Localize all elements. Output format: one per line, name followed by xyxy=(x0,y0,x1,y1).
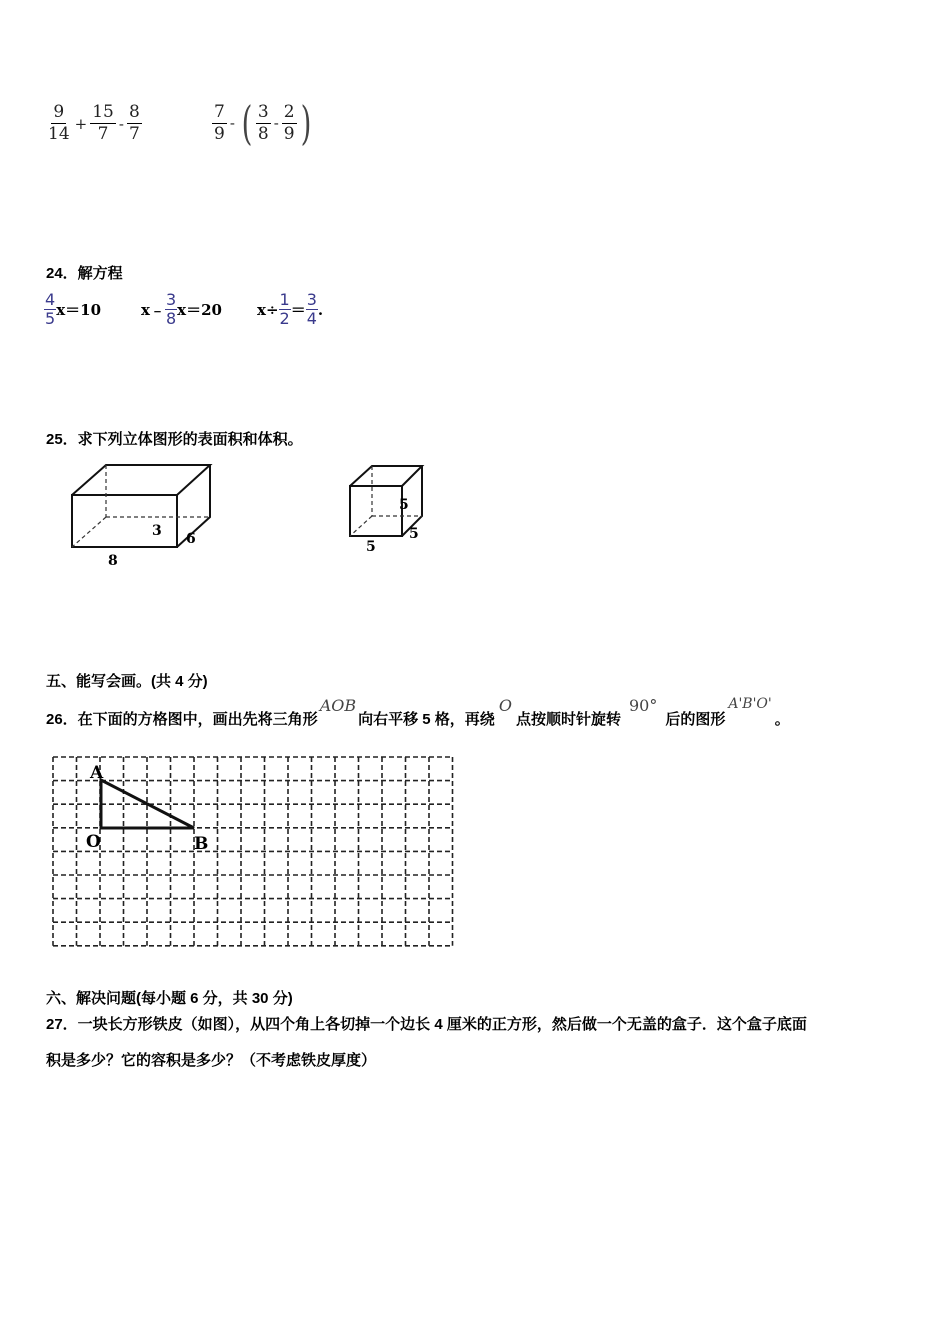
question-25-title: 25．求下列立体图形的表面积和体积。 xyxy=(46,431,303,448)
equation-2: x﹣ $\frac{3}{8}$ x＝20 xyxy=(141,290,222,328)
point-b-label: B xyxy=(194,834,209,854)
math-a-prime-b-prime-o-prime: A'B'O' xyxy=(728,696,772,712)
section-6-title: 六、解决问题(每小题 6 分，共 30 分) xyxy=(46,990,293,1007)
cube-front-face xyxy=(350,486,402,536)
cuboid-height-label: 3 xyxy=(152,523,162,539)
fraction: $\frac{3}{8}$ xyxy=(257,101,269,144)
cube-length-label: 5 xyxy=(366,539,376,555)
cuboid-figure xyxy=(60,455,220,570)
fraction: $\frac{7}{9}$ xyxy=(214,101,225,144)
math-90-degrees: 90° xyxy=(628,696,658,715)
fraction: $\frac{15}{7}$ xyxy=(92,102,114,144)
point-o-label: O xyxy=(86,832,101,852)
fraction: $\frac{4}{5}$ xyxy=(45,290,56,328)
question-27-line-1: 27．一块长方形铁皮（如图），从四个角上各切掉一个边长 4 厘米的正方形，然后做一个无盖的盒子．这个盒子底面 xyxy=(46,1016,807,1033)
operator: + xyxy=(74,114,88,133)
equation-1: $\frac{4}{5}$ x＝10 xyxy=(45,290,102,328)
operator: - xyxy=(118,114,124,133)
section-5-title: 五、能写会画。(共 4 分) xyxy=(46,673,208,690)
equation-3: x÷ $\frac{1}{2}$ ＝ $\frac{3}{4}$ . xyxy=(257,290,324,328)
fraction: $\frac{3}{4}$ xyxy=(306,290,317,328)
fraction: $\frac{1}{2}$ xyxy=(279,290,290,328)
question-24-title: 24．解方程 xyxy=(46,265,123,282)
operator: - xyxy=(229,114,235,132)
math-o: O xyxy=(498,696,512,715)
expression-2 xyxy=(212,96,315,150)
question-26-text: 26．在下面的方格图中，画出先将三角形 AOB 向右平移 5 格，再绕 O 点按顺时针旋转 90° 后的图形 A'B'O' 。 xyxy=(46,696,790,728)
left-parenthesis: ( xyxy=(241,96,253,150)
cuboid-width-label: 6 xyxy=(186,531,196,547)
cuboid-front-face xyxy=(72,495,177,547)
math-aob: AOB xyxy=(319,696,357,715)
operator: - xyxy=(273,114,279,132)
expression-1 xyxy=(46,104,142,143)
fraction: $\frac{8}{7}$ xyxy=(128,102,140,144)
point-a-label: A xyxy=(90,763,104,783)
question-27-line-2: 积是多少？它的容积是多少？（不考虑铁皮厚度） xyxy=(46,1052,377,1069)
fraction: $\frac{9}{14}$ xyxy=(48,102,70,144)
triangle-aob xyxy=(101,780,194,828)
right-parenthesis: ) xyxy=(300,96,311,150)
grid-figure xyxy=(48,752,458,950)
cuboid-length-label: 8 xyxy=(108,553,118,569)
cube-width-label: 5 xyxy=(409,526,419,542)
cuboid-top-face xyxy=(72,465,210,495)
cube-figure xyxy=(340,458,440,558)
fraction: $\frac{3}{8}$ xyxy=(165,290,177,328)
cube-top-face xyxy=(350,466,422,486)
cube-height-label: 5 xyxy=(399,497,409,513)
fraction: $\frac{2}{9}$ xyxy=(283,101,295,144)
